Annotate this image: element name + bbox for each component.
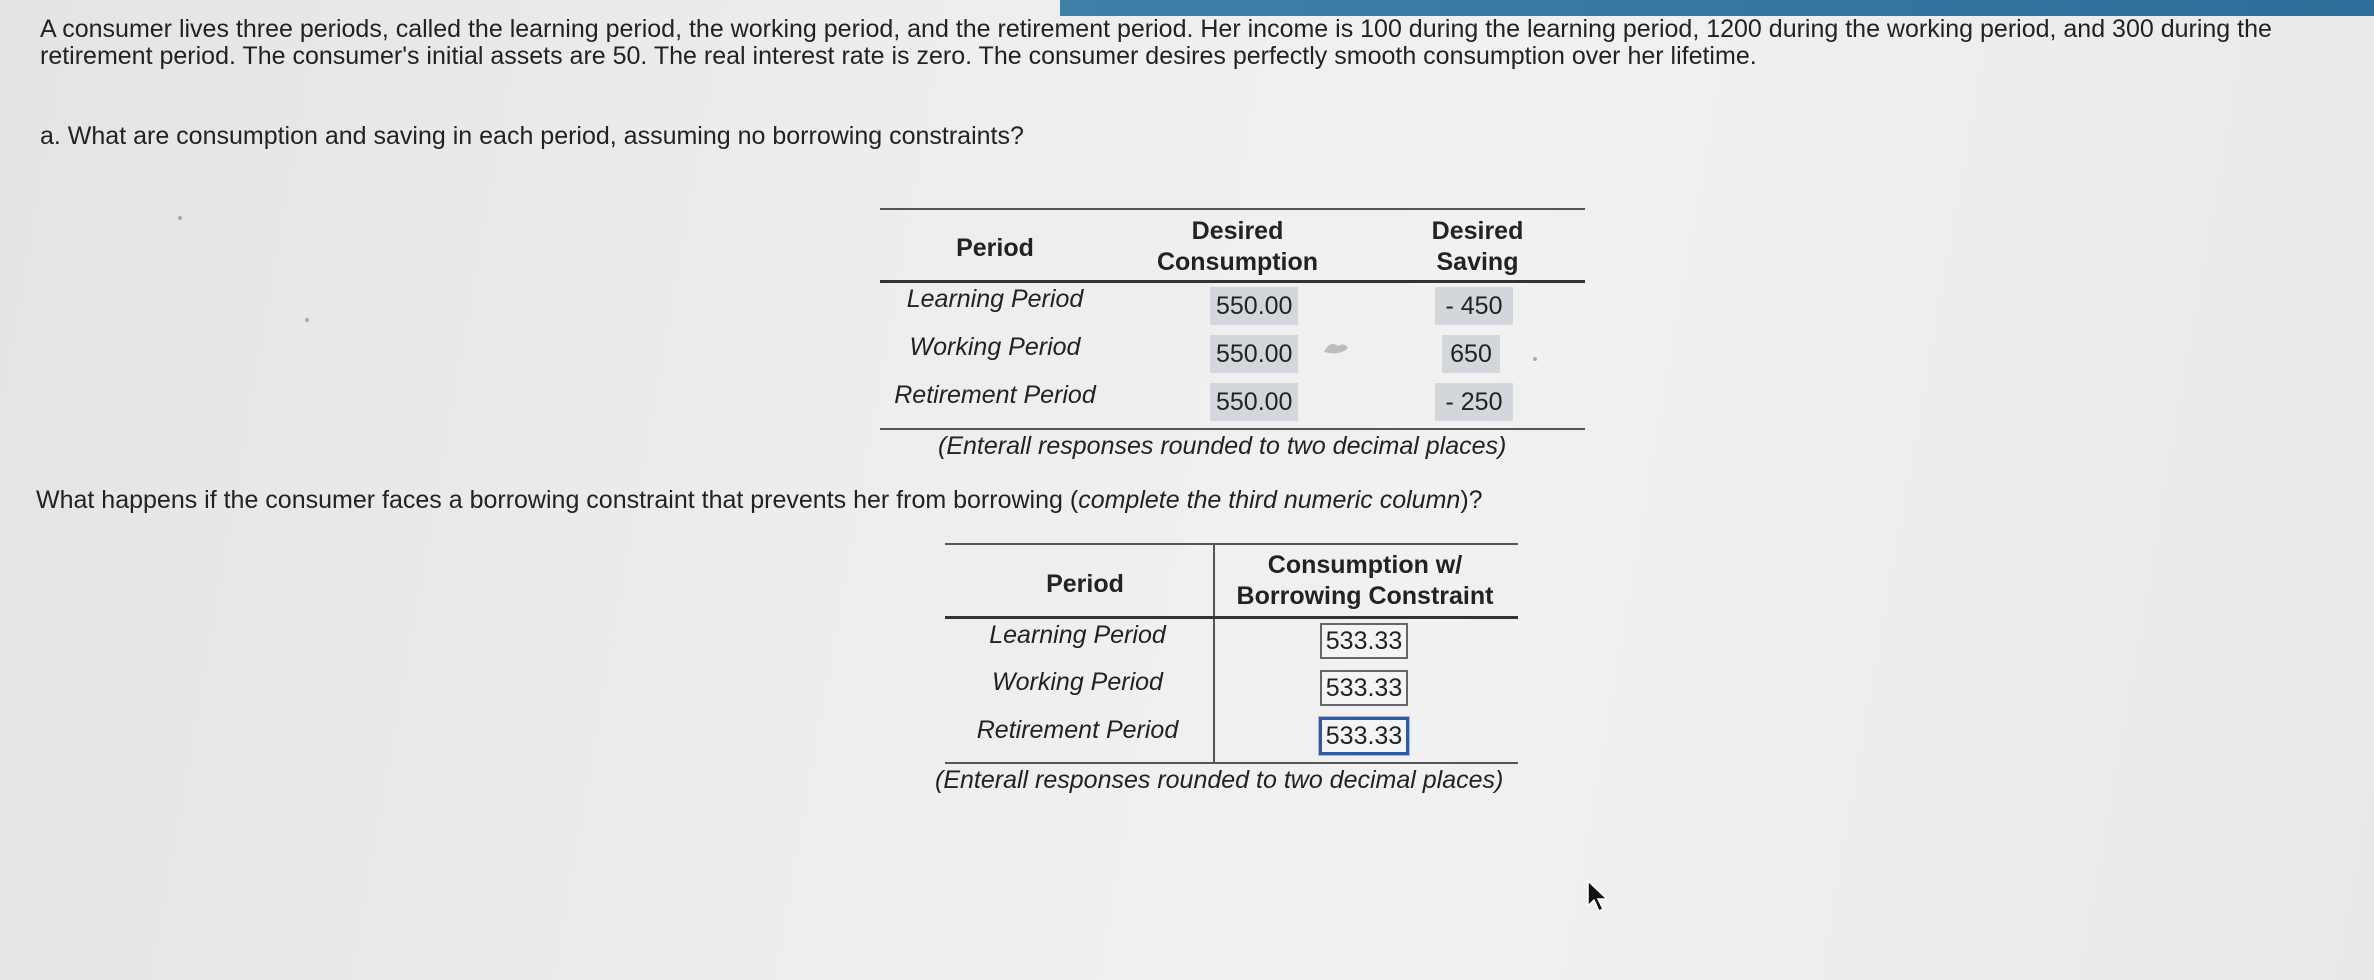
table-rule-top — [945, 543, 1518, 545]
header-period: Period — [1046, 570, 1124, 598]
part-b-prompt — [36, 486, 1483, 515]
part-b-prompt-text: What happens if the consumer faces a borrowing constraint that prevents her from borrowing ( — [36, 486, 1079, 514]
header-desired-saving: Desired Saving — [1431, 217, 1524, 276]
row-label-retirement: Retirement Period — [976, 716, 1179, 744]
saving-working-cell[interactable]: 650 — [1442, 335, 1500, 373]
constrained-working-input[interactable]: 533.33 — [1320, 670, 1408, 706]
saving-retirement-cell[interactable]: - 250 — [1435, 383, 1513, 421]
consumption-working-cell[interactable]: 550.00 — [1210, 335, 1298, 373]
rounding-note: (Enterall responses rounded to two decimal places) — [935, 766, 1504, 794]
row-label-working: Working Period — [992, 668, 1163, 696]
constrained-learning-input[interactable]: 533.33 — [1320, 623, 1408, 659]
header-consumption-constraint: Consumption w/ Borrowing Constraint — [1236, 551, 1494, 610]
row-label-working: Working Period — [909, 333, 1081, 361]
row-label-learning: Learning Period — [989, 621, 1166, 649]
rounding-note: (Enterall responses rounded to two decimal places) — [938, 432, 1507, 460]
dust-speck — [178, 216, 182, 220]
consumption-learning-cell[interactable]: 550.00 — [1210, 287, 1298, 325]
smudge-icon — [1322, 338, 1350, 358]
constrained-retirement-input[interactable]: 533.33 — [1319, 717, 1409, 755]
mouse-pointer-icon — [1585, 878, 1611, 914]
dust-speck — [305, 318, 309, 322]
part-a-prompt: a. What are consumption and saving in each period, assuming no borrowing constraints? — [40, 122, 1024, 150]
question-text: A consumer lives three periods, called the learning period, the working period, and the retirement period. Her income is 100 during the learning period, 1200 during the working period, and 300 during the retirement period. The consumer's initial assets are 50. The real interest rate is zero. The consumer desires perfectly smooth consumption over her lifetime. — [40, 15, 2272, 70]
saving-learning-cell[interactable]: - 450 — [1435, 287, 1513, 325]
table-rule-bottom — [945, 762, 1518, 764]
header-desired-consumption: Desired Consumption — [1156, 217, 1319, 276]
table-rule-top — [880, 208, 1585, 210]
top-accent-bar — [1060, 0, 2374, 16]
part-b-prompt-end: )? — [1460, 486, 1483, 514]
part-b-prompt-italic: complete the third numeric column — [1078, 486, 1461, 514]
table-rule-bottom — [880, 428, 1585, 430]
table-column-divider — [1213, 543, 1215, 763]
row-label-retirement: Retirement Period — [894, 381, 1096, 409]
table-rule-header — [880, 280, 1585, 283]
consumption-retirement-cell[interactable]: 550.00 — [1210, 383, 1298, 421]
table-rule-header — [945, 616, 1518, 619]
row-label-learning: Learning Period — [906, 285, 1084, 313]
dust-speck — [1533, 357, 1537, 361]
header-period: Period — [956, 234, 1034, 262]
